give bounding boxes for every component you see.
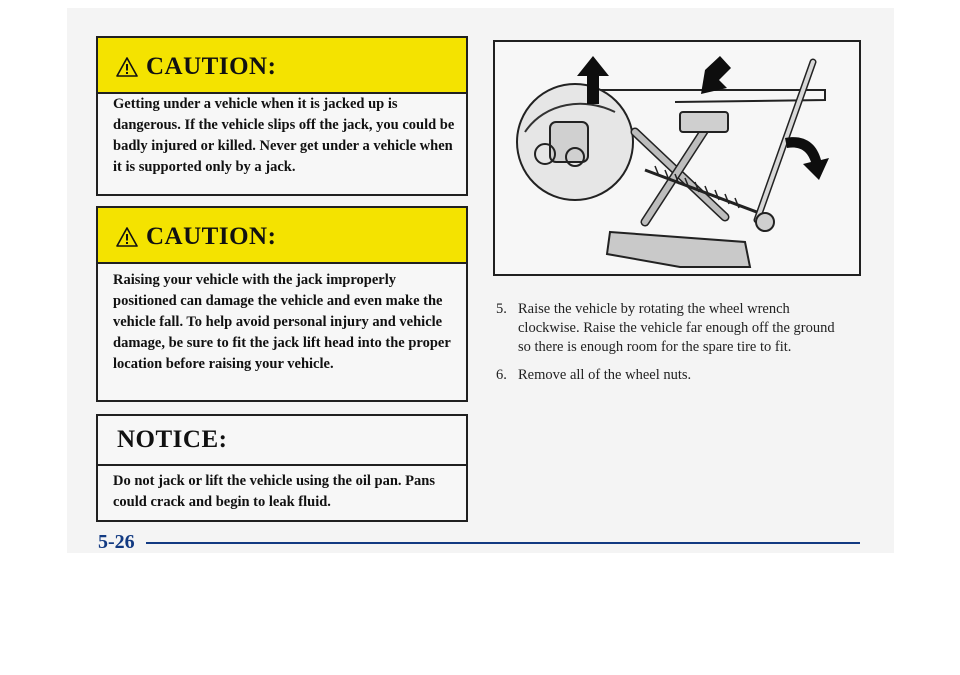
caution-box-1	[96, 36, 468, 196]
clockwise-arrow-icon	[785, 137, 829, 180]
step-number: 5.	[496, 301, 507, 317]
page-number: 5-26	[98, 531, 135, 553]
caution-title: CAUTION:	[146, 223, 277, 250]
warning-triangle-icon	[116, 57, 138, 77]
caution-text: Raising your vehicle with the jack improperly positioned can damage the vehicle and even make the vehicle fall. To help avoid personal injury and vehicle damage, be sure to fit the jack lift head into the proper location before raising your vehicle.	[113, 272, 451, 372]
step-text: Remove all of the wheel nuts.	[518, 367, 692, 383]
step-number: 6.	[496, 367, 507, 383]
down-arrow-icon	[701, 56, 731, 94]
caution-text: Getting under a vehicle when it is jacked up is dangerous. If the vehicle slips off the jack, you could be badly injured or killed. Never get under a vehicle when it is supported only by a jack.	[113, 96, 455, 175]
notice-box	[96, 414, 468, 522]
step-5	[496, 300, 851, 357]
step-6	[496, 366, 851, 385]
jack-illustration	[493, 40, 861, 276]
notice-banner	[98, 416, 466, 466]
notice-title: NOTICE:	[117, 426, 228, 453]
caution-box-2	[96, 206, 468, 402]
caution-title: CAUTION:	[146, 53, 277, 80]
footer-rule	[146, 542, 860, 544]
step-text: Raise the vehicle by rotating the wheel wrench clockwise. Raise the vehicle far enough off the ground so there is enough room for the spare tire to fit.	[518, 301, 835, 355]
caution-banner	[98, 38, 466, 94]
warning-triangle-icon	[116, 227, 138, 247]
jack-drawing	[495, 42, 859, 274]
caution-banner	[98, 208, 466, 264]
notice-text: Do not jack or lift the vehicle using the oil pan. Pans could crack and begin to leak fluid.	[113, 473, 435, 510]
instruction-steps	[496, 300, 851, 394]
